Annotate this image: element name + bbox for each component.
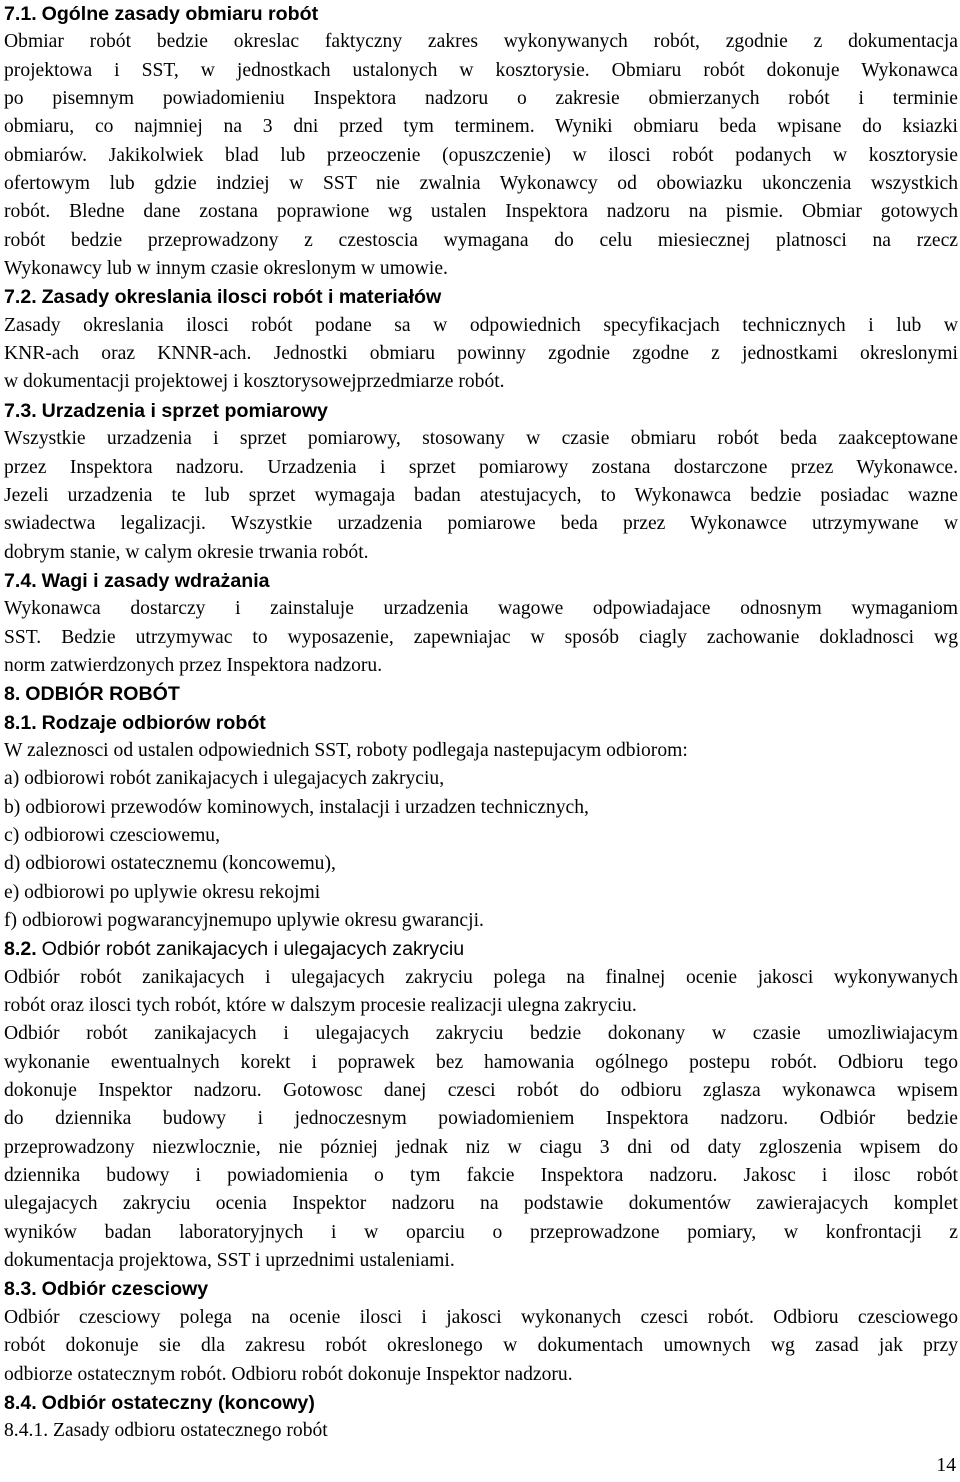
section-title: Zasady okreslania ilosci robót i materiałów bbox=[41, 286, 442, 309]
body-text-line: Odbiór robót zanikajacych i ulegajacych zakryciu polega na finalnej ocenie jakosci wykonywanych bbox=[4, 966, 958, 988]
body-text-line: robót oraz ilosci tych robót, które w dalszym procesie realizacji ulegna zakryciu. bbox=[4, 995, 637, 1017]
body-text-line: po pisemnym powiadomieniu Inspektora nadzoru o zakresie obmierzanych robót i terminie bbox=[4, 88, 958, 110]
section-heading bbox=[4, 935, 958, 963]
body-text-line: dziennika budowy i powiadomienia o tym fakcie Inspektora nadzoru. Jakosc i ilosc robót bbox=[4, 1165, 958, 1187]
body-text-line: w dokumentacji projektowej i kosztorysowejprzedmiarze robót. bbox=[4, 371, 505, 393]
body-text-line: wykonanie ewentualnych korekt i poprawek bez hamowania ogólnego postepu robót. Odbioru tego bbox=[4, 1051, 958, 1073]
body-text-line: SST. Bedzie utrzymywac to wyposazenie, zapewniajac w sposób ciagly zachowanie dokladnosci wg bbox=[4, 626, 958, 648]
section-number: 7.3. bbox=[4, 399, 37, 422]
body-text-line: a) odbiorowi robót zanikajacych i ulegajacych zakryciu, bbox=[4, 768, 445, 790]
body-text-line: dokumentacja projektowa, SST i uprzednimi ustaleniami. bbox=[4, 1250, 455, 1272]
section-heading bbox=[4, 1389, 958, 1417]
section-number: 8.3. bbox=[4, 1278, 37, 1301]
body-text-line: e) odbiorowi po uplywie okresu rekojmi bbox=[4, 881, 321, 903]
section-number: 8.1. bbox=[4, 711, 37, 734]
body-text-line: dokonuje Inspektor nadzoru. Gotowosc danej czesci robót do odbioru zglasza wykonawca wpisem bbox=[4, 1080, 958, 1102]
body-text-line: robót. Bledne dane zostana poprawione wg ustalen Inspektora nadzoru na pismie. Obmiar gotowych bbox=[4, 201, 958, 223]
body-text-line: Obmiar robót bedzie okreslac faktyczny zakres wykonywanych robót, zgodnie z dokumentacja bbox=[4, 31, 958, 53]
section-heading bbox=[4, 567, 958, 595]
section-title: Odbiór ostateczny (koncowy) bbox=[41, 1391, 315, 1414]
section-number: 8.2. bbox=[4, 938, 37, 961]
body-text-line: dobrym stanie, w calym okresie trwania robót. bbox=[4, 541, 369, 563]
section-heading bbox=[4, 0, 958, 28]
body-text-line: Odbiór czesciowy polega na ocenie ilosci i jakosci wykonanych czesci robót. Odbioru czesciowego bbox=[4, 1306, 958, 1328]
body-text-line: obmiarów. Jakikolwiek blad lub przeoczenie (opuszczenie) w ilosci robót podanych w kosztorysie bbox=[4, 144, 958, 166]
section-number: 8. bbox=[4, 683, 21, 706]
page-number: 14 bbox=[936, 1455, 956, 1476]
section-number: 7.1. bbox=[4, 3, 37, 25]
body-text-line: norm zatwierdzonych przez Inspektora nadzoru. bbox=[4, 654, 383, 676]
section-heading bbox=[4, 283, 958, 311]
body-text-line: obmiaru, co najmniej na 3 dni przed tym terminem. Wyniki obmiaru beda wpisane do ksiazki bbox=[4, 116, 958, 138]
body-text-line: Jezeli urzadzenia te lub sprzet wymagaja badan atestujacych, to Wykonawca bedzie posiadac wazne bbox=[4, 484, 958, 506]
body-text-line: przeprowadzony niezwlocznie, nie pózniej jednak niz w ciagu 3 dni od daty zgloszenia wpisem do bbox=[4, 1136, 958, 1158]
body-text-line: ofertowym lub gdzie indziej w SST nie zwalnia Wykonawcy od obowiazku ukonczenia wszystkich bbox=[4, 173, 958, 195]
section-title: Urzadzenia i sprzet pomiarowy bbox=[41, 399, 328, 422]
section-heading bbox=[4, 397, 958, 425]
body-text-line: swiadectwa legalizacji. Wszystkie urzadzenia pomiarowe beda przez Wykonawce utrzymywane w bbox=[4, 513, 958, 535]
body-text-line: robót dokonuje sie dla zakresu robót okreslonego w dokumentach umownych wg zasad jak przy bbox=[4, 1335, 958, 1357]
body-text-line: b) odbiorowi przewodów kominowych, instalacji i urzadzen technicznych, bbox=[4, 796, 589, 818]
body-text-line: przez Inspektora nadzoru. Urzadzenia i sprzet pomiarowy zostana dostarczone przez Wykonawce. bbox=[4, 456, 958, 478]
body-text-line: do dziennika budowy i jednoczesnym powiadomieniem Inspektora nadzoru. Odbiór bedzie bbox=[4, 1108, 958, 1130]
section-number: 7.2. bbox=[4, 286, 37, 309]
section-title: Odbiór robót zanikajacych i ulegajacych zakryciu bbox=[41, 938, 465, 961]
body-text-line: KNR-ach oraz KNNR-ach. Jednostki obmiaru powinny zgodnie zgodne z jednostkami okreslonymi bbox=[4, 343, 958, 365]
section-title: Rodzaje odbiorów robót bbox=[41, 711, 266, 734]
section-number: 7.4. bbox=[4, 569, 37, 592]
body-text-line: Wykonawca dostarczy i zainstaluje urzadzenia wagowe odpowiadajace odnosnym wymaganiom bbox=[4, 598, 958, 620]
body-text-line: robót bedzie przeprowadzony z czestoscia wymagana do celu miesiecznej platnosci na rzecz bbox=[4, 229, 958, 251]
body-text-line: 8.4.1. Zasady odbioru ostatecznego robót bbox=[4, 1420, 328, 1442]
section-title: Odbiór czesciowy bbox=[41, 1278, 209, 1301]
body-text-line: odbiorze ostatecznym robót. Odbioru robót dokonuje Inspektor nadzoru. bbox=[4, 1363, 573, 1385]
body-text-line: d) odbiorowi ostatecznemu (koncowemu), bbox=[4, 853, 336, 875]
section-title: ODBIÓR ROBÓT bbox=[25, 683, 180, 706]
body-text-line: projektowa i SST, w jednostkach ustalonych w kosztorysie. Obmiaru robót dokonuje Wykonawca bbox=[4, 59, 958, 81]
body-text-line: Odbiór robót zanikajacych i ulegajacych zakryciu bedzie dokonany w czasie umozliwiajacym bbox=[4, 1023, 958, 1045]
section-number: 8.4. bbox=[4, 1391, 37, 1414]
body-text-line: Wykonawcy lub w innym czasie okreslonym w umowie. bbox=[4, 258, 448, 280]
body-text-line: W zaleznosci od ustalen odpowiednich SST, roboty podlegaja nastepujacym odbiorom: bbox=[4, 739, 688, 761]
section-heading bbox=[4, 680, 958, 708]
body-text-line: c) odbiorowi czesciowemu, bbox=[4, 824, 221, 846]
section-heading bbox=[4, 709, 958, 737]
section-title: Wagi i zasady wdrażania bbox=[41, 569, 270, 592]
body-text-line: ulegajacych zakryciu ocenia Inspektor nadzoru na podstawie dokumentów zawierajacych komplet bbox=[4, 1193, 958, 1215]
body-text-line: Zasady okreslania ilosci robót podane sa w odpowiednich specyfikacjach technicznych i lub w bbox=[4, 314, 958, 336]
section-title: Ogólne zasady obmiaru robót bbox=[41, 3, 319, 25]
document-page bbox=[4, 0, 958, 1446]
body-text-line: wyników badan laboratoryjnych i w oparciu o przeprowadzone pomiary, w konfrontacji z bbox=[4, 1221, 958, 1243]
body-text-line: Wszystkie urzadzenia i sprzet pomiarowy, stosowany w czasie obmiaru robót beda zaakceptowane bbox=[4, 428, 958, 450]
section-heading bbox=[4, 1275, 958, 1303]
body-text-line: f) odbiorowi pogwarancyjnemupo uplywie okresu gwarancji. bbox=[4, 910, 484, 931]
